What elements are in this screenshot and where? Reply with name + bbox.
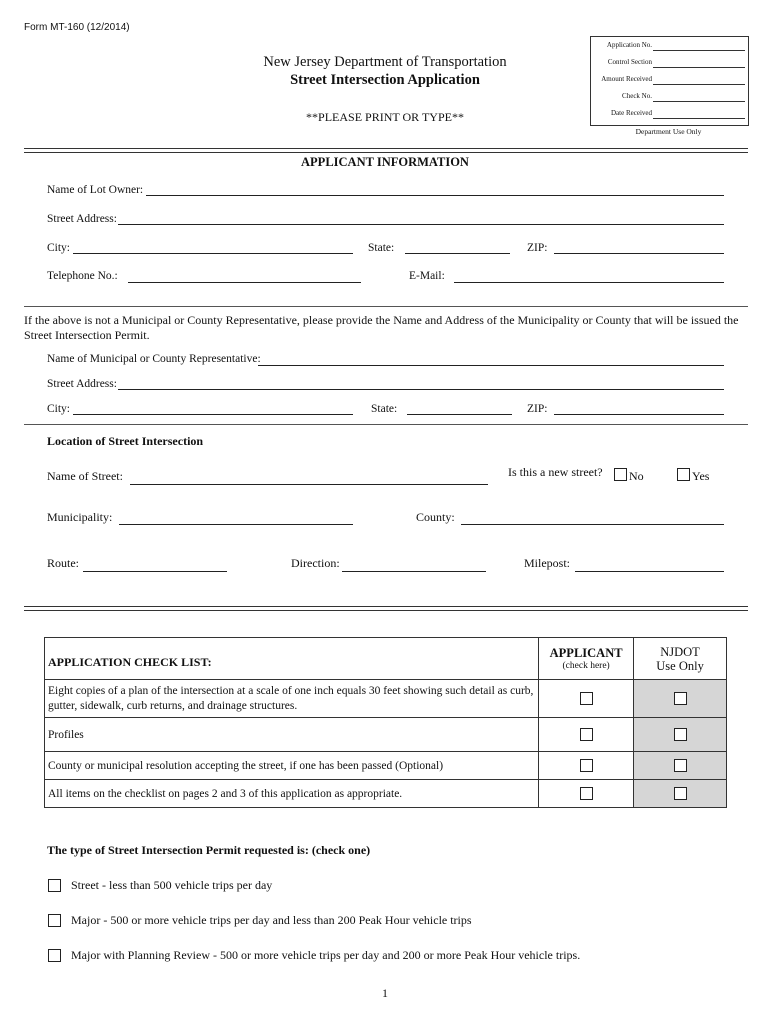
- new-street-label: Is this a new street?: [508, 465, 603, 479]
- applicant-column-subtitle: (check here): [562, 661, 610, 671]
- county-field[interactable]: [461, 524, 724, 525]
- permit-major-label: Major - 500 or more vehicle trips per day and less than 200 Peak Hour vehicle trips: [71, 913, 472, 927]
- representative-zip-label: ZIP:: [527, 403, 548, 415]
- permit-type-heading: The type of Street Intersection Permit requested is: (check one): [47, 843, 371, 857]
- table-row: [45, 752, 727, 780]
- form-title: Street Intersection Application: [290, 72, 480, 88]
- location-heading: Location of Street Intersection: [47, 434, 204, 448]
- department-use-caption: Department Use Only: [635, 127, 702, 136]
- lot-owner-field[interactable]: [146, 195, 724, 196]
- application-checklist-table: [44, 637, 727, 808]
- divider: [24, 306, 748, 307]
- amount-received-label: Amount Received: [601, 75, 652, 83]
- print-note: **PLEASE PRINT OR TYPE**: [306, 110, 464, 124]
- zip-field[interactable]: [554, 253, 724, 254]
- njdot-checkbox[interactable]: [674, 787, 687, 800]
- date-received-field[interactable]: [591, 105, 748, 122]
- checklist-header-row: [45, 638, 727, 680]
- municipality-label: Municipality:: [47, 510, 113, 524]
- representative-state-field[interactable]: [407, 414, 512, 415]
- applicant-checkbox[interactable]: [580, 692, 593, 705]
- street-address-label: Street Address:: [47, 213, 117, 225]
- representative-city-label: City:: [47, 403, 71, 415]
- permit-major-planning-checkbox[interactable]: [48, 949, 61, 962]
- new-street-no-checkbox[interactable]: [614, 468, 627, 481]
- njdot-checkbox[interactable]: [674, 728, 687, 741]
- lot-owner-label: Name of Lot Owner:: [47, 184, 144, 196]
- applicant-column-header: [539, 638, 634, 680]
- form-id: Form MT-160 (12/2014): [24, 22, 130, 33]
- divider: [24, 424, 748, 425]
- check-no-label: Check No.: [622, 92, 652, 100]
- permit-street-label: Street - less than 500 vehicle trips per day: [71, 878, 273, 892]
- checklist-item-text: All items on the checklist on pages 2 and 3 of this application as appropriate.: [45, 780, 539, 808]
- application-no-label: Application No.: [606, 41, 652, 49]
- applicant-checkbox[interactable]: [580, 728, 593, 741]
- applicant-heading: APPLICANT INFORMATION: [301, 155, 469, 169]
- street-address-field[interactable]: [118, 224, 724, 225]
- route-label: Route:: [47, 556, 79, 570]
- applicant-check-cell: [539, 752, 634, 780]
- department-use-box: [590, 36, 749, 126]
- telephone-label: Telephone No.:: [47, 270, 118, 282]
- applicant-checkbox[interactable]: [580, 787, 593, 800]
- permit-street-checkbox[interactable]: [48, 879, 61, 892]
- checklist-item-text: Eight copies of a plan of the intersection at a scale of one inch equals 30 feet showing such detail as curb, gutter, sidewalk, curb returns, and drainage structures.: [45, 680, 539, 718]
- representative-note: If the above is not a Municipal or County Representative, please provide the Name and Address of the Municipality or County that will be issued the Street Intersection Permit.: [24, 313, 739, 342]
- representative-street-label: Street Address:: [47, 378, 117, 390]
- permit-major-planning-label: Major with Planning Review - 500 or more vehicle trips per day and 200 or more Peak Hour vehicle trips.: [71, 948, 581, 962]
- direction-field[interactable]: [342, 571, 486, 572]
- application-no-field[interactable]: [591, 37, 748, 54]
- name-of-street-field[interactable]: [130, 484, 488, 485]
- njdot-column-header: [634, 638, 727, 680]
- email-field[interactable]: [454, 282, 724, 283]
- new-street-yes-label: Yes: [692, 469, 710, 483]
- name-of-street-label: Name of Street:: [47, 469, 123, 483]
- state-label: State:: [368, 242, 395, 254]
- representative-name-field[interactable]: [258, 365, 724, 366]
- njdot-column-title: NJDOT: [660, 644, 700, 659]
- control-section-field[interactable]: [591, 54, 748, 71]
- checklist-item-text: Profiles: [45, 718, 539, 752]
- njdot-check-cell: [634, 718, 727, 752]
- checklist-item-text: County or municipal resolution accepting the street, if one has been passed (Optional): [45, 752, 539, 780]
- applicant-check-cell: [539, 718, 634, 752]
- milepost-label: Milepost:: [524, 556, 571, 570]
- telephone-field[interactable]: [128, 282, 361, 283]
- city-label: City:: [47, 242, 71, 254]
- section-divider: [24, 148, 748, 153]
- table-row: [45, 680, 727, 718]
- representative-city-field[interactable]: [73, 414, 353, 415]
- table-row: [45, 780, 727, 808]
- njdot-check-cell: [634, 752, 727, 780]
- check-no-field[interactable]: [591, 88, 748, 105]
- representative-name-label: Name of Municipal or County Representative:: [47, 353, 261, 365]
- municipality-field[interactable]: [119, 524, 353, 525]
- new-street-yes-checkbox[interactable]: [677, 468, 690, 481]
- representative-state-label: State:: [371, 403, 398, 415]
- zip-label: ZIP:: [527, 242, 548, 254]
- amount-received-field[interactable]: [591, 71, 748, 88]
- agency-name: New Jersey Department of Transportation: [263, 54, 507, 70]
- state-field[interactable]: [405, 253, 510, 254]
- direction-label: Direction:: [291, 556, 340, 570]
- milepost-field[interactable]: [575, 571, 724, 572]
- checklist-heading: APPLICATION CHECK LIST:: [45, 638, 539, 680]
- njdot-checkbox[interactable]: [674, 759, 687, 772]
- njdot-check-cell: [634, 780, 727, 808]
- applicant-checkbox[interactable]: [580, 759, 593, 772]
- page-number: 1: [382, 986, 388, 1000]
- representative-street-field[interactable]: [118, 389, 724, 390]
- njdot-checkbox[interactable]: [674, 692, 687, 705]
- njdot-column-subtitle: Use Only: [656, 658, 704, 673]
- permit-major-checkbox[interactable]: [48, 914, 61, 927]
- representative-zip-field[interactable]: [554, 414, 724, 415]
- applicant-check-cell: [539, 680, 634, 718]
- section-divider: [24, 606, 748, 611]
- city-field[interactable]: [73, 253, 353, 254]
- email-label: E-Mail:: [409, 270, 445, 282]
- control-section-label: Control Section: [607, 58, 652, 66]
- route-field[interactable]: [83, 571, 227, 572]
- new-street-no-label: No: [629, 469, 644, 483]
- applicant-check-cell: [539, 780, 634, 808]
- njdot-check-cell: [634, 680, 727, 718]
- applicant-column-title: APPLICANT: [549, 646, 623, 660]
- table-row: [45, 718, 727, 752]
- date-received-label: Date Received: [610, 109, 652, 117]
- county-label: County:: [416, 510, 455, 524]
